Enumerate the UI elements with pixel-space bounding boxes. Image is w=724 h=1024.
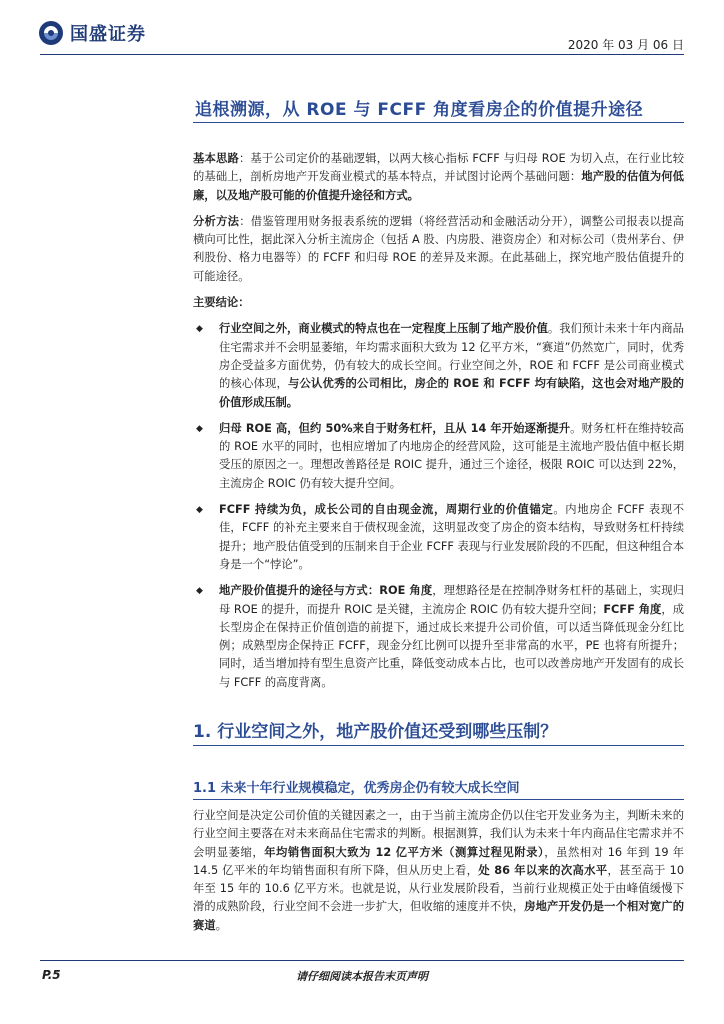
- conclusion-text: 。我们预计未来十年内商品住宅需求并不会明显萎缩，年均需求面积大致为 12 亿平方米，“赛道”仍然宽广，同时，优秀房企受益多方面优势，仍有较大的成长空间。行业空间之外，ROE 和 FCFF 是公司商业模式的核心体现，: [219, 322, 684, 391]
- body-paragraph: [193, 807, 684, 935]
- diamond-bullet-icon: ◆: [196, 586, 203, 597]
- method-paragraph: [193, 213, 684, 286]
- conclusion-item: [193, 320, 684, 411]
- brand-name: 国盛证券: [70, 24, 146, 45]
- subsection-heading: 1.1 未来十年行业规模稳定，优秀房企仍有较大成长空间: [193, 781, 520, 796]
- conclusion-text: 。财务杠杆在维持较高的 ROE 水平的同时，也相应增加了内地房企的经营风险，这可能是主流地产股估值中枢长期受压的原因之一。理想改善路径是 ROIC 提升，通过三个途径，极限 ROIC 可以达到 22%，主流房企 ROIC 仍有较大提升空间。: [219, 421, 684, 490]
- page-header: [0, 0, 724, 56]
- conclusion-bold-2: 与公认优秀的公司相比，房企的 ROE 和 FCFF 均有缺陷，这也会对地产股的价值形成压制。: [219, 377, 684, 409]
- header-divider: [40, 54, 684, 55]
- section-divider: [193, 745, 684, 746]
- diamond-bullet-icon: ◆: [196, 324, 203, 335]
- body-text: 。: [215, 918, 227, 932]
- section-heading: 1. 行业空间之外，地产股价值还受到哪些压制？: [193, 722, 558, 742]
- conclusion-item: [193, 501, 684, 574]
- guosheng-logo-icon: [38, 20, 64, 46]
- conclusion-bold-2: FCFF 角度: [603, 602, 662, 616]
- basic-idea-text: ：基于公司定价的基础逻辑，以两大核心指标 FCFF 与归母 ROE 为切入点，在行业比较的基础上，剖析房地产开发商业模式的基本特点，并试图讨论两个基础问题：: [193, 152, 684, 184]
- basic-idea-label: 基本思路: [193, 152, 239, 165]
- body-bold: 年均销售面积大致为 12 亿平方米: [264, 845, 444, 859]
- page-title: 追根溯源，从 ROE 与 FCFF 角度看房企的价值提升途径: [195, 100, 644, 120]
- report-date: 2020 年 03 月 06 日: [567, 38, 684, 52]
- body-bold-note: （测算过程见附录）: [443, 845, 545, 859]
- conclusion-text: 。内地房企 FCFF 表现不佳，FCFF 的补充主要来自于债权现金流，这明显改变了房企的资本结构，导致财务杠杆持续提升；地产股估值受到的压制来自于企业 FCFF 表现与行业发展阶段的不匹配，但这种组合本身是一个“悖论”。: [219, 503, 684, 571]
- conclusion-item: [193, 582, 684, 692]
- diamond-bullet-icon: ◆: [196, 505, 203, 516]
- basic-idea-bold: 地产股的估值为何低廉，以及地产股可能的价值提升途径和方式。: [193, 170, 684, 202]
- conclusion-text-2: ，成长型房企在保持正价值创造的前提下，通过成长来提升公司价值，可以适当降低现金分红比例；成熟型房企保持正 FCFF，现金分红比例可以提升至非常高的水平，PE 也将有所提升；同时，适当增加持有型生息资产比重，降低变动成本占比，也可以改善房地产开发固有的成长与 FCFF 的高度背离。: [219, 602, 684, 689]
- brand-logo: [38, 20, 146, 46]
- conclusion-bold: 归母 ROE 高，但约 50%来自于财务杠杆，且从 14 年开始逐渐提升: [219, 421, 571, 435]
- conclusion-bold: FCFF 持续为负，成长公司的自由现金流，周期行业的价值锚定: [219, 503, 554, 517]
- body-text: ，甚至高于 10 年至 15 年的 10.6 亿平方米。也就是说，从行业发展阶段看，当前行业规模正处于由峰值缓慢下滑的成熟阶段，行业空间不会进一步扩大，但收缩的速度并不快，: [193, 863, 685, 914]
- body-bold: 房地产开发仍是一个相对宽广的赛道: [193, 900, 684, 932]
- title-divider: [193, 122, 684, 123]
- conclusion-bold: 地产股价值提升的途径与方式：ROE 角度: [219, 584, 433, 598]
- conclusions-label: 主要结论：: [193, 296, 250, 310]
- conclusion-item: [193, 420, 684, 493]
- subsection-divider: [193, 799, 684, 800]
- method-text: ：借鉴管理用财务报表系统的逻辑（将经营活动和金融活动分开），调整公司报表以提高横向可比性，据此深入分析主流房企（包括 A 股、内房股、港资房企）和对标公司（贵州茅台、伊利股份、格力电器等）的 FCFF 和归母 ROE 的差异及来源。在此基础上，探究地产股估值提升的可能途径。: [193, 214, 684, 283]
- conclusion-bold: 行业空间之外，商业模式的特点也在一定程度上压制了地产股价值: [219, 322, 548, 336]
- page-number: P.5: [42, 968, 61, 982]
- summary-block: [193, 150, 684, 692]
- body-text: 行业空间是决定公司价值的关键因素之一，由于当前主流房企仍以住宅开发业务为主，判断未来的行业空间主要落在对未来商品住宅需求的判断。根据测算，我们认为未来十年内商品住宅需求并不会明显萎缩，: [193, 809, 684, 859]
- basic-idea-paragraph: [193, 150, 684, 205]
- footer-divider: [40, 960, 684, 961]
- diamond-bullet-icon: ◆: [196, 423, 203, 434]
- body-text: ，虽然相对 16 年到 19 年 14.5 亿平米的年均销售面积有所下降，但从历史上看，: [193, 845, 684, 877]
- method-label: 分析方法: [193, 214, 240, 228]
- disclaimer-note: 请仔细阅读本报告末页声明: [296, 970, 428, 983]
- conclusion-text: ，理想路径是在控制净财务杠杆的基础上，实现归母 ROE 的提升，而提升 ROIC 是关键，主流房企 ROIC 仍有较大提升空间；: [219, 584, 684, 616]
- body-bold: 处 86 年以来的次高水平: [478, 863, 608, 877]
